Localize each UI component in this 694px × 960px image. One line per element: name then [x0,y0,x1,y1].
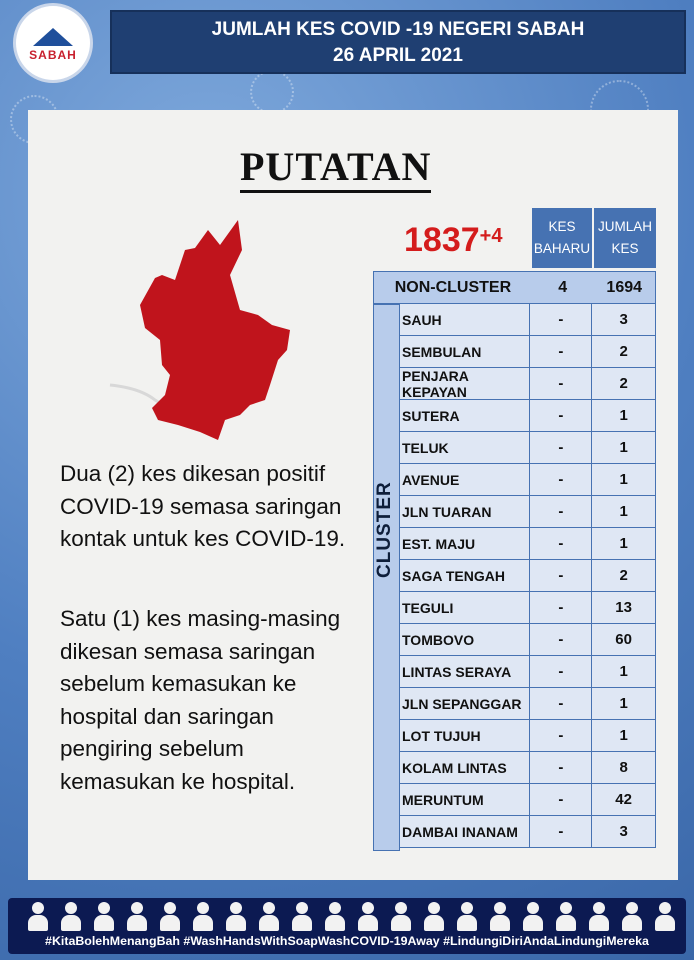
paragraph-2: Satu (1) kes masing-masing dikesan semasa saringan sebelum kemasukan ke hospital dan saringan pengiring sebelum kemasukan ke hospital. [60,606,341,794]
cluster-name: SAGA TENGAH [400,560,530,591]
non-cluster-row [373,271,656,304]
person-icon [61,902,81,932]
cluster-name: LINTAS SERAYA [400,656,530,687]
cluster-jumlah: 3 [592,304,655,335]
table-row [400,656,656,688]
cluster-name: JLN TUARAN [400,496,530,527]
cluster-name: EST. MAJU [400,528,530,559]
cluster-jumlah: 42 [592,784,655,815]
cluster-jumlah: 3 [592,816,655,847]
paragraph-1: Dua (2) kes dikesan positif COVID-19 semasa saringan kontak untuk kes COVID-19. [60,461,346,551]
header-title: JUMLAH KES COVID -19 NEGERI SABAH [211,19,585,40]
person-icon [391,902,411,932]
cluster-name: AVENUE [400,464,530,495]
header-jumlah-kes-line2: KES [611,241,639,256]
cluster-name: DAMBAI INANAM [400,816,530,847]
cluster-jumlah: 1 [592,432,655,463]
header-kes-baharu-line1: KES [548,219,576,234]
putatan-map-icon [100,210,300,450]
table-row [400,496,656,528]
cluster-baharu: - [530,528,592,559]
person-icon [226,902,246,932]
cluster-label: CLUSTER [374,481,395,578]
cluster-baharu: - [530,432,592,463]
cluster-baharu: - [530,656,592,687]
person-icon [127,902,147,932]
table-row [400,816,656,848]
person-icon [94,902,114,932]
district-title: PUTATAN [240,145,431,193]
cluster-name: KOLAM LINTAS [400,752,530,783]
person-icon [259,902,279,932]
cluster-baharu: - [530,464,592,495]
cluster-name: SAUH [400,304,530,335]
non-cluster-jumlah: 1694 [606,278,643,296]
cluster-baharu: - [530,688,592,719]
non-cluster-baharu: 4 [558,278,568,296]
cluster-jumlah: 1 [592,656,655,687]
cluster-name: TEGULI [400,592,530,623]
non-cluster-label: NON-CLUSTER [394,278,512,296]
person-icon [490,902,510,932]
cluster-baharu: - [530,624,592,655]
person-icon [655,902,675,932]
cluster-name: TOMBOVO [400,624,530,655]
table-row [400,336,656,368]
cluster-table [400,304,656,848]
cluster-baharu: - [530,816,592,847]
mountain-icon [33,28,73,46]
header-jumlah-kes [594,208,656,268]
table-row [400,368,656,400]
table-row [400,304,656,336]
cluster-jumlah: 1 [592,464,655,495]
person-icon [589,902,609,932]
cluster-jumlah: 13 [592,592,655,623]
cluster-baharu: - [530,720,592,751]
person-icon [556,902,576,932]
table-row [400,720,656,752]
person-icon [358,902,378,932]
person-icon [523,902,543,932]
person-icon [424,902,444,932]
person-icon [28,902,48,932]
header-date: 26 APRIL 2021 [333,45,463,66]
table-row [400,592,656,624]
cluster-baharu: - [530,784,592,815]
virus-decoration [250,70,294,114]
table-row [400,528,656,560]
table-row [400,400,656,432]
table-row [400,752,656,784]
cluster-name: TELUK [400,432,530,463]
cluster-baharu: - [530,368,592,399]
total-value: 1837 [404,221,480,259]
logo-text: SABAH [29,48,77,62]
sabah-health-logo [16,6,90,80]
table-row [400,688,656,720]
cluster-name: SUTERA [400,400,530,431]
cluster-jumlah: 1 [592,720,655,751]
cluster-jumlah: 60 [592,624,655,655]
page-header [110,10,686,74]
cluster-jumlah: 2 [592,336,655,367]
person-icon [160,902,180,932]
cluster-jumlah: 1 [592,528,655,559]
cluster-name: JLN SEPANGGAR [400,688,530,719]
cluster-baharu: - [530,304,592,335]
person-icon [292,902,312,932]
cluster-jumlah: 8 [592,752,655,783]
cluster-name: MERUNTUM [400,784,530,815]
cluster-jumlah: 1 [592,400,655,431]
cluster-jumlah: 1 [592,496,655,527]
footer-hashtags: #KitaBolehMenangBah #WashHandsWithSoapWashCOVID-19Away #LindungiDiriAndaLindungiMereka [45,934,649,948]
table-row [400,560,656,592]
header-kes-baharu [532,208,592,268]
header-kes-baharu-line2: BAHARU [533,241,591,256]
cluster-baharu: - [530,496,592,527]
cluster-name: PENJARA KEPAYAN [400,368,530,399]
header-jumlah-kes-line1: JUMLAH [597,219,652,234]
cluster-name: LOT TUJUH [400,720,530,751]
cluster-baharu: - [530,336,592,367]
cluster-baharu: - [530,400,592,431]
table-row [400,432,656,464]
table-row [400,464,656,496]
table-row [400,784,656,816]
cluster-baharu: - [530,560,592,591]
person-icon [622,902,642,932]
cluster-baharu: - [530,752,592,783]
cluster-jumlah: 2 [592,560,655,591]
cluster-jumlah: 1 [592,688,655,719]
person-icon [193,902,213,932]
total-cases [404,222,502,258]
table-row [400,624,656,656]
person-icon [457,902,477,932]
total-new: +4 [479,225,503,247]
cluster-name: SEMBULAN [400,336,530,367]
cluster-jumlah: 2 [592,368,655,399]
cluster-baharu: - [530,592,592,623]
person-icon [325,902,345,932]
